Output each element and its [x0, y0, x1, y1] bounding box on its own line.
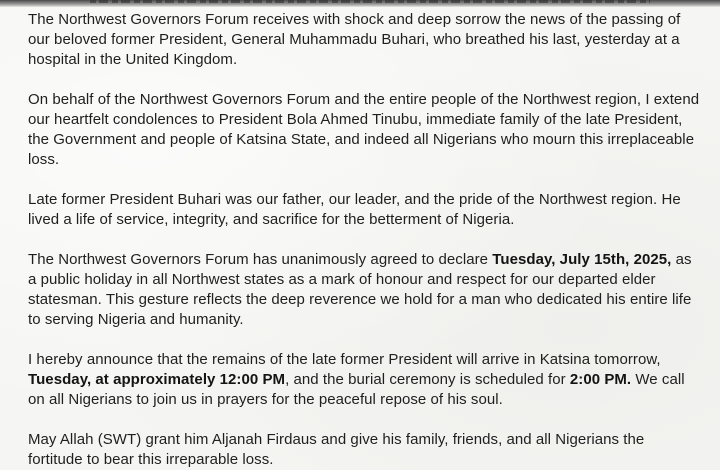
- holiday-text-lead: The Northwest Governors Forum has unanimously agreed to declare: [28, 251, 493, 268]
- burial-time: 2:00 PM.: [569, 371, 632, 388]
- holiday-text-rest: as a public holiday in all Northwest states as a mark of honour and respect for our departed elder statesman. This gesture reflects the deep reverence we hold for a man who dedicated his entire life to serving Nigeria and humanity.: [28, 251, 692, 328]
- holiday-date: Tuesday, July 15th, 2025,: [492, 251, 672, 268]
- burial-text-mid: , and the burial ceremony is scheduled for: [285, 371, 570, 388]
- arrival-time: Tuesday, at approximately 12:00 PM: [28, 371, 286, 388]
- burial-text-rest: We call on all Nigerians to join us in prayers for the peaceful repose of his soul.: [28, 371, 685, 408]
- paragraph-burial-schedule: [28, 350, 700, 410]
- cropped-header-text: [90, 0, 650, 3]
- burial-text-lead: I hereby announce that the remains of the late former President will arrive in Katsina tomorrow,: [28, 351, 661, 368]
- letter-body: [28, 10, 700, 470]
- paragraph-tribute: Late former President Buhari was our father, our leader, and the pride of the Northwest region. He lived a life of service, integrity, and sacrifice for the betterment of Nigeria.: [28, 191, 681, 228]
- cropped-header-band: [0, 0, 720, 7]
- paragraph-prayer: May Allah (SWT) grant him Aljanah Firdaus and give his family, friends, and all Nigerians the fortitude to bear this irreparable loss.: [28, 431, 645, 468]
- paragraph-condolences: On behalf of the Northwest Governors Forum and the entire people of the Northwest region, I extend our heartfelt condolences to President Bola Ahmed Tinubu, immediate family of the late President, the Government and people of Katsina State, and indeed all Nigerians who mourn this irreplaceable loss.: [28, 91, 700, 168]
- paragraph-public-holiday: [28, 250, 700, 330]
- paragraph-announcement: The Northwest Governors Forum receives with shock and deep sorrow the news of the passing of our beloved former President, General Muhammadu Buhari, who breathed his last, yesterday at a hospital in the United Kingdom.: [28, 11, 681, 68]
